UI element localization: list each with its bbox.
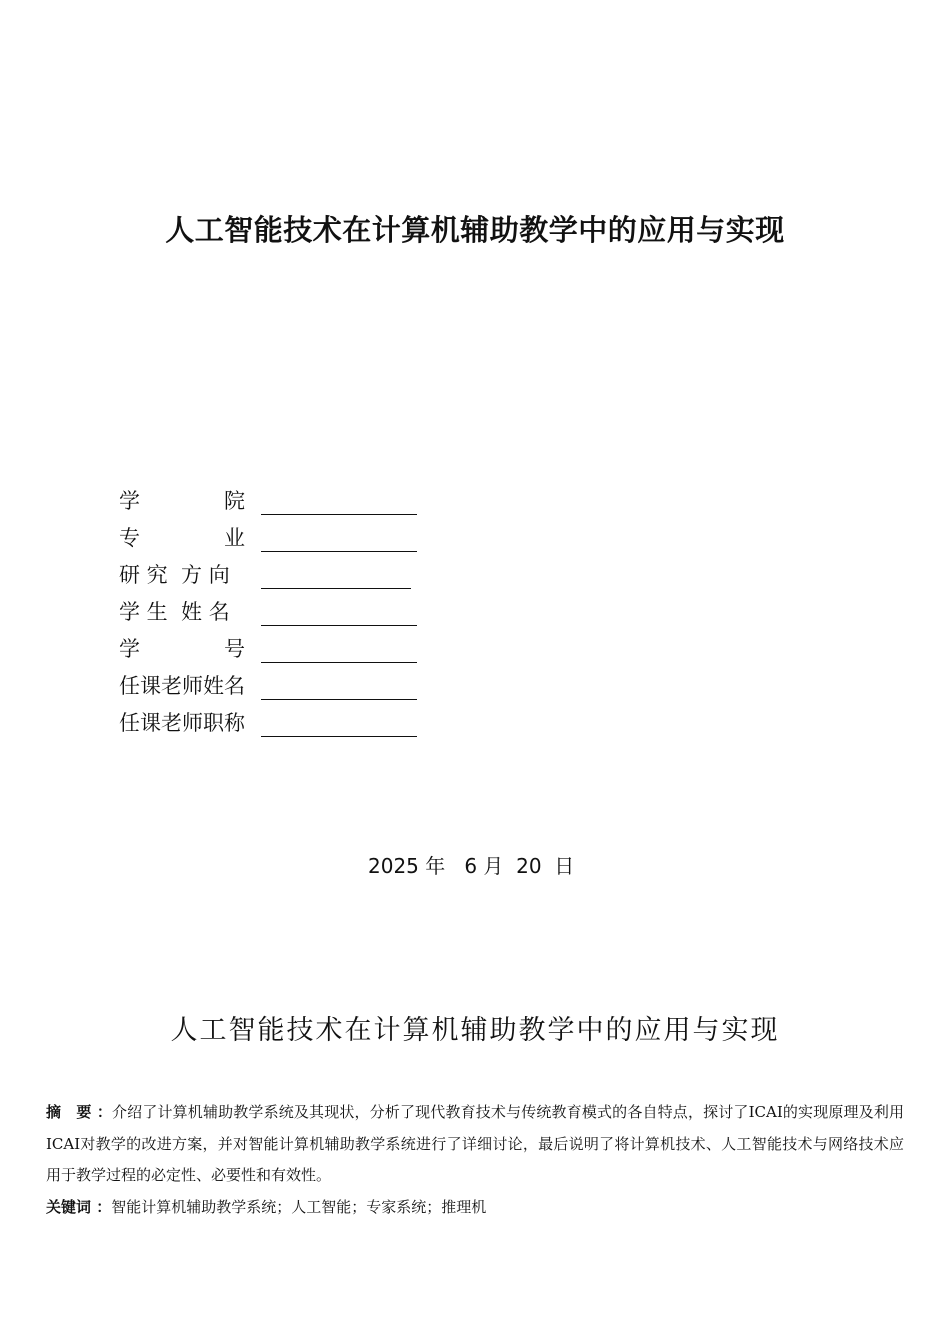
abstract-paragraph (46, 1097, 904, 1192)
field-label: 任课老师职称 (119, 711, 245, 735)
field-label: 任课老师姓名 (119, 674, 245, 698)
field-college (119, 478, 417, 515)
field-student-name (119, 589, 417, 626)
field-label: 学 生 姓 名 (119, 600, 230, 624)
fill-in-line[interactable] (261, 597, 417, 626)
fill-in-line[interactable] (261, 486, 417, 515)
field-label: 专 业 (119, 526, 245, 550)
field-teacher-title (119, 700, 417, 737)
cover-title: 人工智能技术在计算机辅助教学中的应用与实现 (165, 213, 785, 247)
field-major (119, 515, 417, 552)
field-label: 学 院 (119, 489, 245, 513)
fill-in-line[interactable] (261, 671, 417, 700)
paper-title: 人工智能技术在计算机辅助教学中的应用与实现 (170, 1015, 780, 1046)
abstract-label: 摘 要 ： (46, 1103, 113, 1121)
field-student-id (119, 626, 417, 663)
fill-in-line[interactable] (261, 708, 417, 737)
field-research-direction (119, 552, 417, 589)
field-teacher-name (119, 663, 417, 700)
fill-in-line[interactable] (261, 634, 417, 663)
keywords-label: 关键词 ： (46, 1197, 112, 1216)
abstract-text: 介绍了计算机辅助教学系统及其现状，分析了现代教育技术与传统教育模式的各自特点，探讨了ICAI的实现原理及利用ICAI对教学的改进方案，并对智能计算机辅助教学系统进行了详细讨论，最后说明了将计算机技术、人工智能技术与网络技术应用于教学过程的必定性、必要性和有效性。 (46, 1103, 904, 1184)
cover-date: 2025 年 6 月 20 日 (368, 854, 575, 878)
cover-info-form (119, 478, 417, 737)
fill-in-line[interactable] (261, 560, 411, 589)
keywords-line (46, 1192, 904, 1224)
field-label: 研 究 方 向 (119, 563, 230, 587)
field-label: 学 号 (119, 637, 245, 661)
abstract-section (46, 1097, 904, 1223)
fill-in-line[interactable] (261, 523, 417, 552)
keywords-text: 智能计算机辅助教学系统；人工智能；专家系统；推理机 (111, 1197, 487, 1216)
